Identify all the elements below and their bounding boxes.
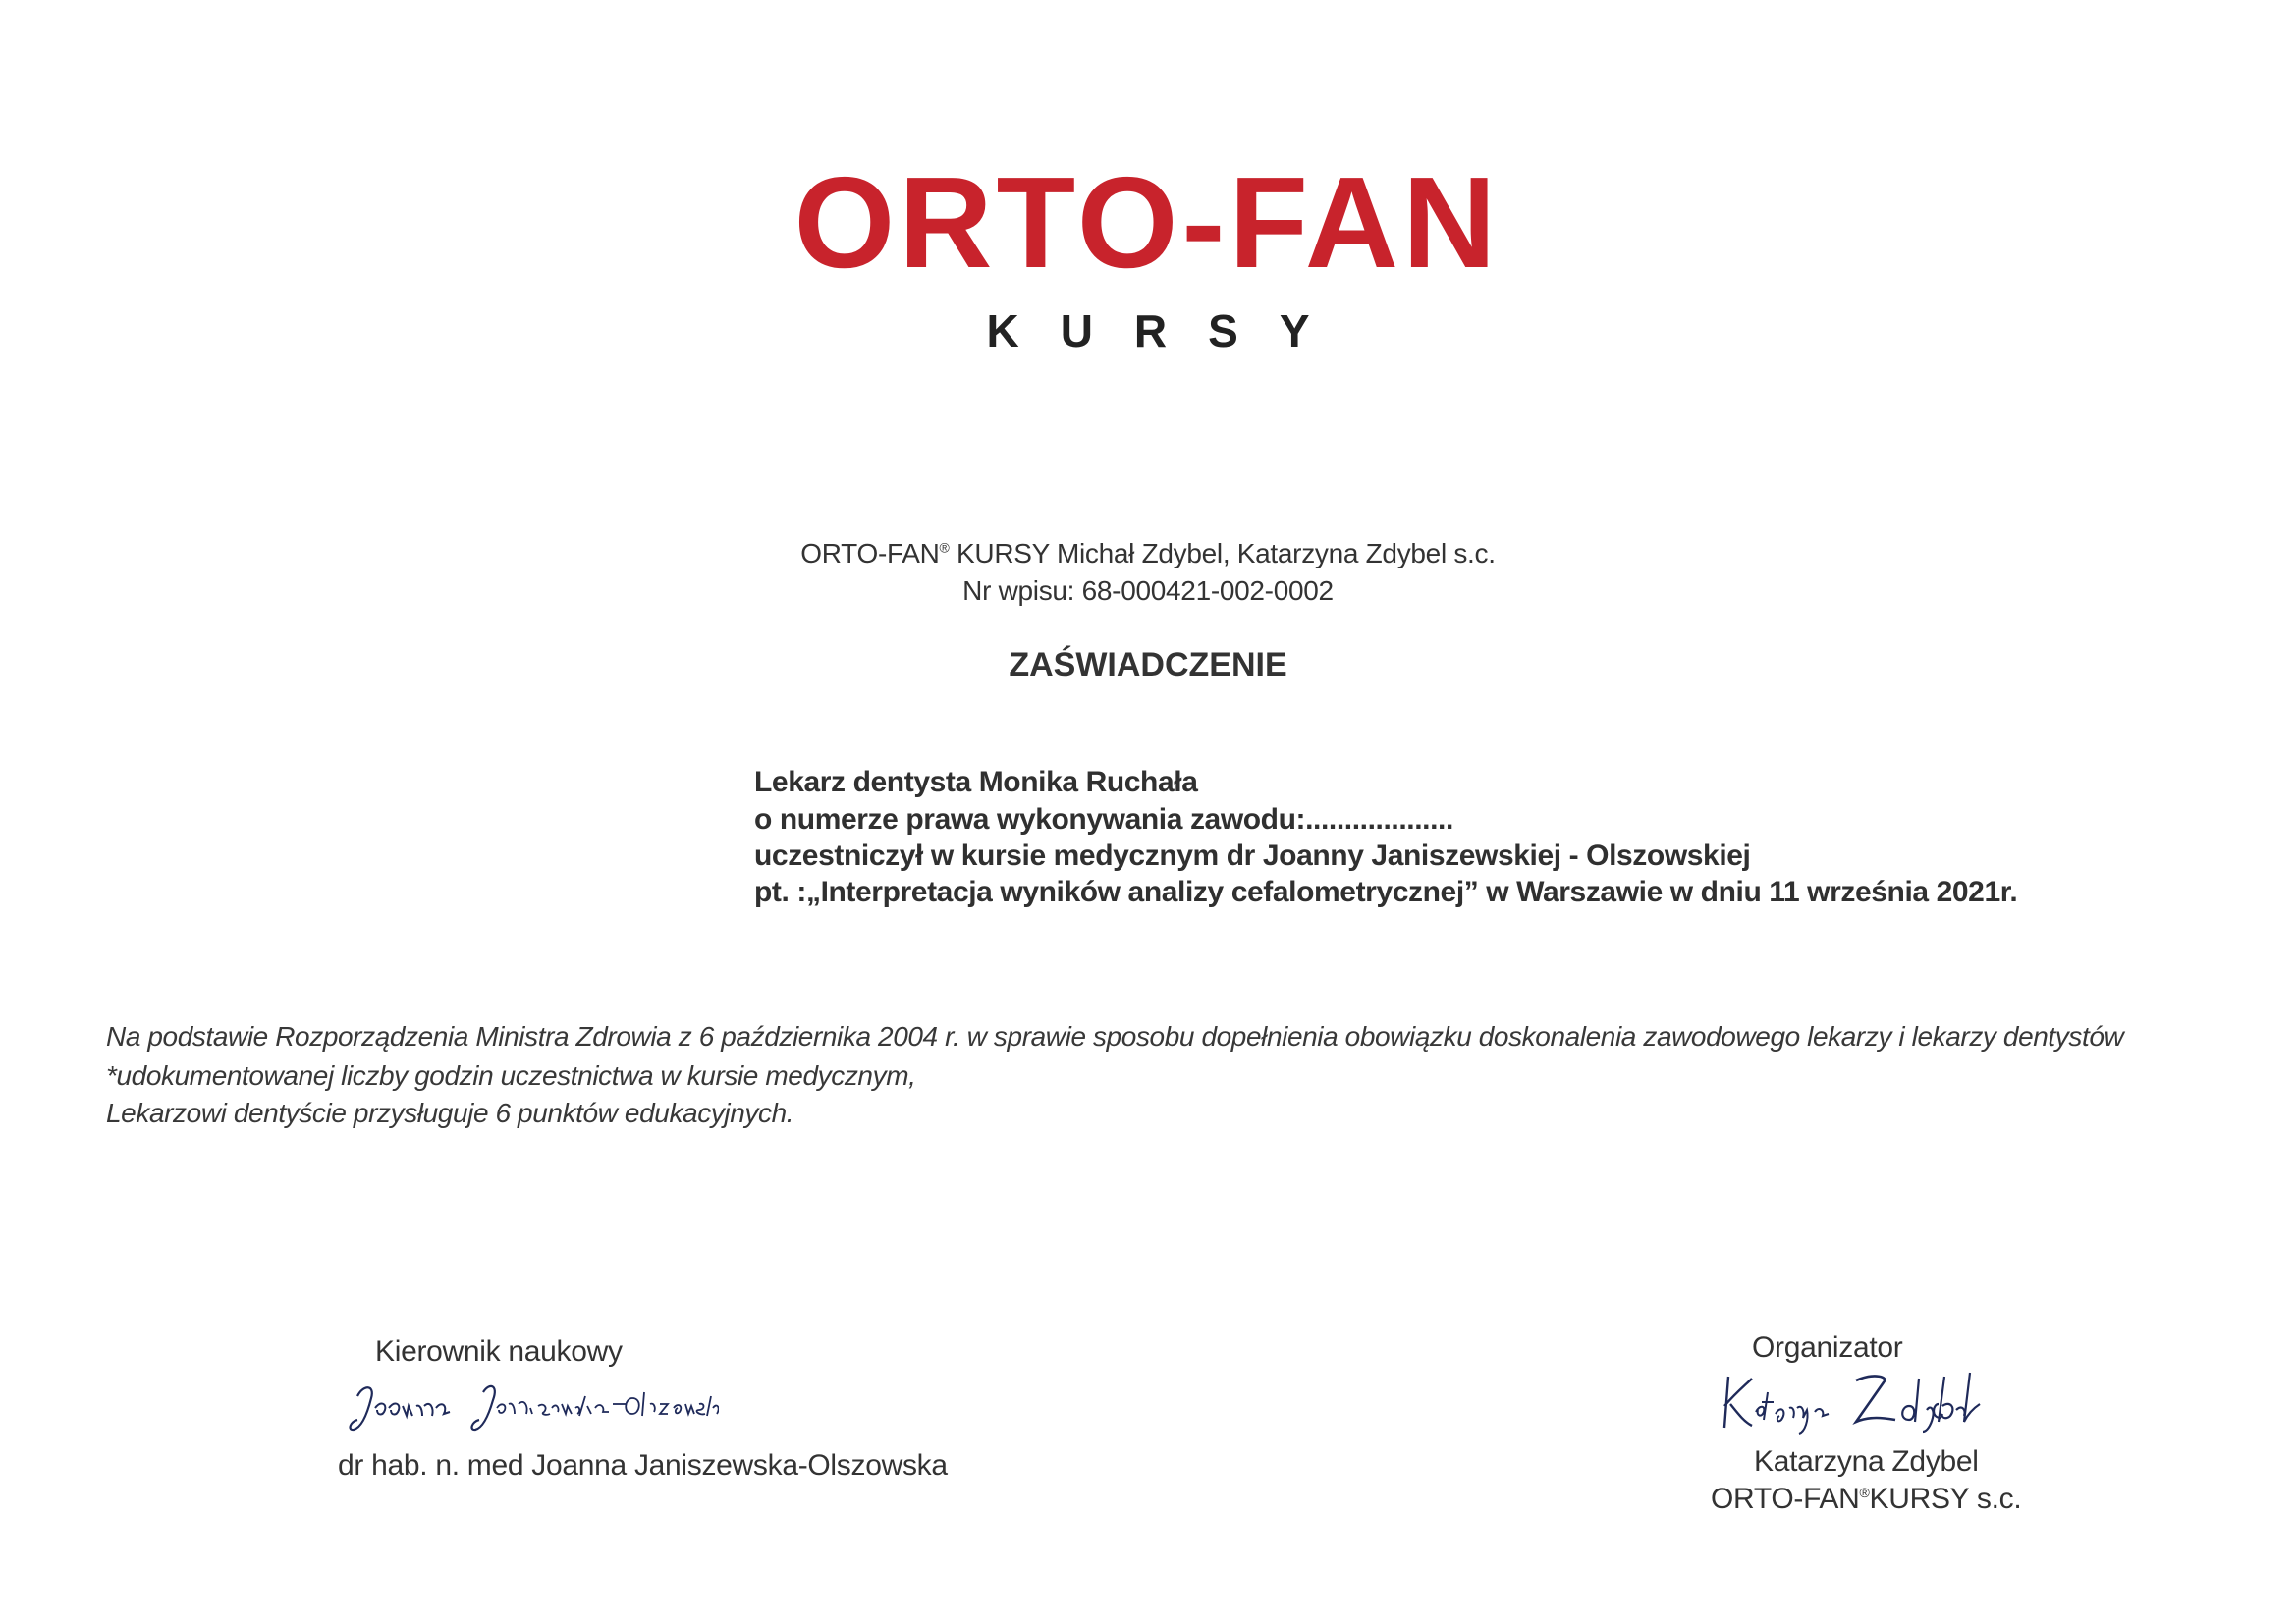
company-prefix: ORTO-FAN	[1711, 1483, 1860, 1515]
left-signature-graphic	[346, 1375, 719, 1443]
org-name-prefix: ORTO-FAN	[800, 538, 940, 568]
right-signature-graphic	[1717, 1363, 1992, 1441]
right-signature-name: Katarzyna Zdybel	[1754, 1445, 1979, 1478]
certificate-line: o numerze prawa wykonywania zawodu:...................	[754, 803, 1453, 836]
organization-name	[0, 538, 2296, 569]
legal-note-line: Lekarzowi dentyście przysługuje 6 punktów edukacyjnych.	[106, 1098, 794, 1128]
right-handwritten-signature	[1717, 1363, 1992, 1441]
registered-mark: ®	[939, 539, 950, 556]
certificate-line: Lekarz dentysta Monika Ruchała	[754, 766, 1198, 798]
orto-fan-logo	[0, 157, 2296, 403]
certificate-line: uczestniczył w kursie medycznym dr Joanny Janiszewskiej - Olszowskiej	[754, 839, 1751, 872]
left-signature-name: dr hab. n. med Joanna Janiszewska-Olszowska	[338, 1449, 948, 1482]
certificate-title: ZAŚWIADCZENIE	[1009, 646, 1287, 683]
logo-graphic	[0, 157, 2296, 403]
left-handwritten-signature	[346, 1375, 719, 1443]
registry-number: Nr wpisu: 68-000421-002-0002	[962, 575, 1334, 606]
logo-main-text: ORTO-FAN	[793, 157, 1501, 295]
legal-note-line: *udokumentowanej liczby godzin uczestnictwa w kursie medycznym,	[106, 1060, 916, 1091]
certificate-line: pt. :„Interpretacja wyników analizy cefalometrycznej” w Warszawie w dniu 11 września 2021r.	[754, 876, 2018, 908]
right-signature-company	[1711, 1483, 2021, 1516]
company-suffix: KURSY s.c.	[1869, 1483, 2022, 1515]
left-signature-role: Kierownik naukowy	[375, 1335, 623, 1368]
logo-sub-text: KURSY	[986, 305, 1351, 356]
registered-mark: ®	[1859, 1485, 1870, 1500]
org-name-suffix: KURSY Michał Zdybel, Katarzyna Zdybel s.c.	[957, 538, 1496, 568]
legal-note-line: Na podstawie Rozporządzenia Ministra Zdrowia z 6 października 2004 r. w sprawie sposobu dopełnienia obowiązku doskonalenia zawodowego lekarzy i lekarzy dentystów	[106, 1021, 2124, 1052]
right-signature-role: Organizator	[1752, 1331, 1903, 1364]
